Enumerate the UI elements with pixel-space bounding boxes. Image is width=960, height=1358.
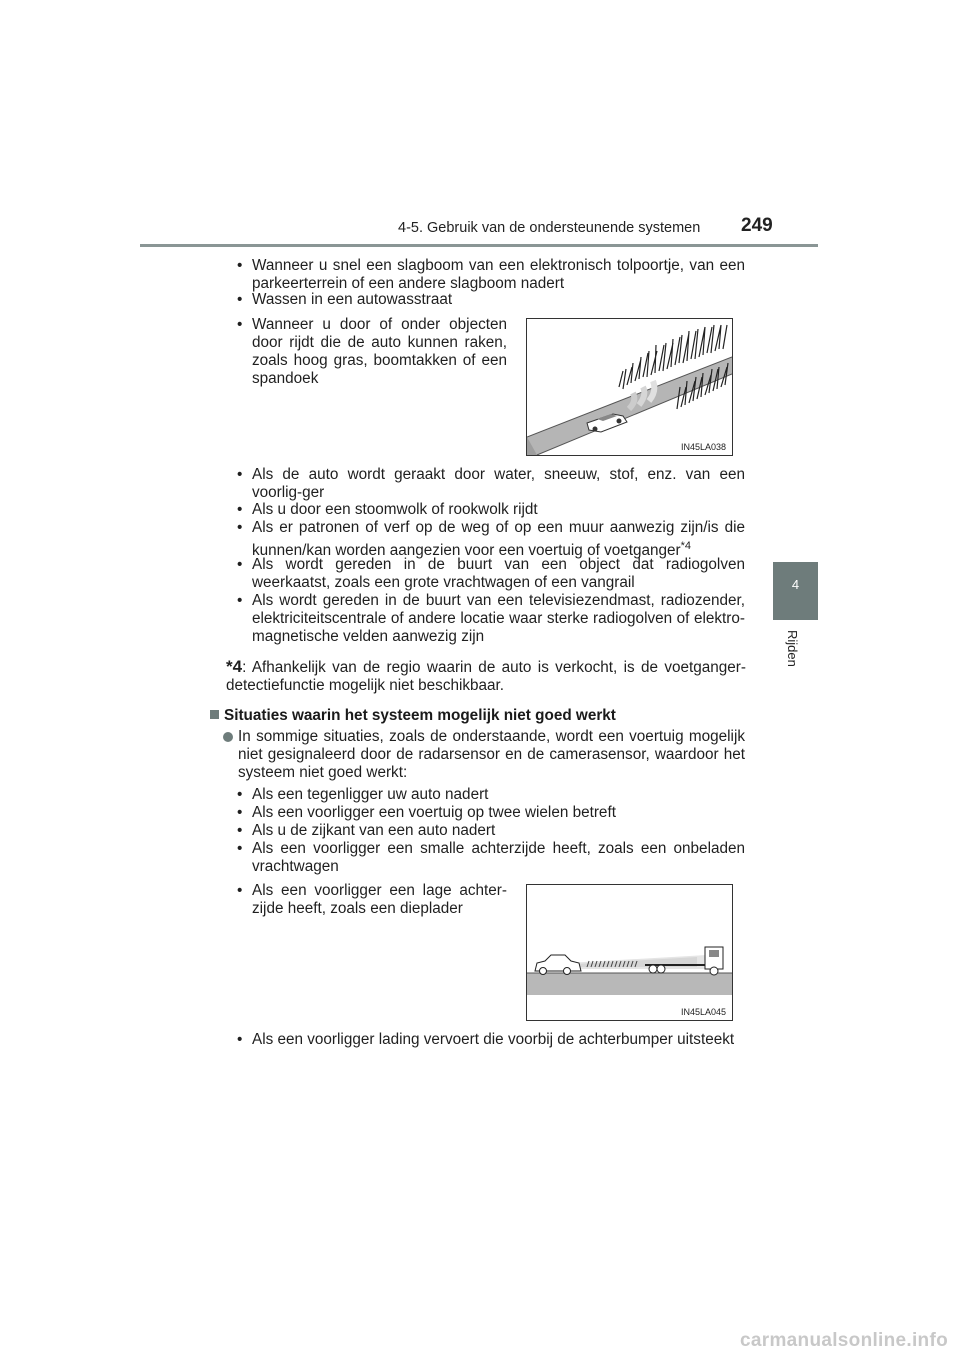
bullet-dot: • (237, 257, 243, 274)
list-item (237, 840, 745, 876)
list-item-text: Als een voorligger een smalle achterzijde heeft, zoals een onbeladen vrachtwagen (252, 840, 745, 875)
bullet-dot: • (237, 556, 243, 573)
footnote-marker: *4 (226, 657, 243, 676)
bullet-dot: • (237, 291, 243, 308)
bullet-dot: • (237, 501, 243, 518)
list-item-text: Als de auto wordt geraakt door water, sneeuw, stof, enz. van een voorlig-ger (252, 466, 745, 501)
bullet-dot: • (237, 786, 243, 803)
header-rule (140, 244, 818, 247)
bullet-dot: • (237, 882, 243, 899)
footnote-text: : Afhankelijk van de regio waarin de auto is verkocht, is de voetganger-detectiefunctie mogelijk niet beschikbaar. (226, 659, 746, 694)
figure-car-trailer (526, 884, 733, 1021)
list-item-text: Als een voorligger een voertuig op twee wielen betreft (252, 804, 616, 821)
list-item-text: Als u door een stoomwolk of rookwolk rijdt (252, 501, 538, 518)
footnote-ref: *4 (680, 540, 692, 552)
bullet-dot: • (237, 822, 243, 839)
section-intro (238, 728, 745, 782)
list-item (237, 257, 745, 293)
section-title: 4-5. Gebruik van de ondersteunende systemen (398, 220, 701, 236)
chapter-label: Rijden (785, 630, 800, 667)
figure-code: IN45LA038 (680, 442, 726, 452)
list-item-text: Als wordt gereden in de buurt van een object dat radiogolven weerkaatst, zoals een grote vrachtwagen of een vangrail (252, 556, 745, 591)
list-item-text: Als er patronen of verf op de weg of op een muur aanwezig zijn/is die kunnen/kan worden aangezien voor een voertuig of voetganger (252, 519, 745, 560)
bullet-dot: • (237, 592, 243, 609)
bullet-dot: • (237, 519, 243, 536)
circle-bullet-icon (223, 732, 233, 742)
bullet-dot: • (237, 316, 243, 333)
footnote (226, 658, 746, 695)
list-item-text: Wanneer u snel een slagboom van een elektronisch tolpoortje, van een parkeerterrein of een andere slagboom nadert (252, 257, 745, 292)
list-item (237, 1031, 745, 1049)
bullet-dot: • (237, 804, 243, 821)
list-item (237, 519, 745, 560)
list-item (237, 501, 745, 519)
list-item (237, 316, 507, 388)
section-heading-text: Situaties waarin het systeem mogelijk niet goed werkt (224, 707, 616, 724)
list-item (237, 291, 745, 309)
list-item-text: Als een voorligger een lage achter-zijde heeft, zoals een dieplader (252, 882, 507, 917)
list-item-text: Wanneer u door of onder objecten door rijdt die de auto kunnen raken, zoals hoog gras, boomtakken of een spandoek (252, 316, 507, 387)
list-item-text: Als wordt gereden in de buurt van een televisiezendmast, radiozender, elektriciteitscentrale of andere locatie waar sterke radiogolven of elektro-magnetische velden aanwezig zijn (252, 592, 745, 645)
figure-code: IN45LA045 (680, 1007, 726, 1017)
bullet-dot: • (237, 466, 243, 483)
list-item (237, 786, 745, 804)
list-item (237, 882, 507, 918)
watermark: carmanualsonline.info (740, 1330, 948, 1351)
section-heading (210, 707, 750, 725)
list-item (237, 804, 745, 822)
square-bullet-icon (210, 710, 219, 719)
bullet-dot: • (237, 1031, 243, 1048)
list-item-text: Wassen in een autowasstraat (252, 291, 453, 308)
list-item-text: Als u de zijkant van een auto nadert (252, 822, 496, 839)
car-tall-grass-icon (527, 319, 732, 455)
list-item-text: Als een voorligger lading vervoert die voorbij de achterbumper uitsteekt (252, 1031, 735, 1048)
figure-car-grass (526, 318, 733, 456)
section-intro-text: In sommige situaties, zoals de onderstaande, wordt een voertuig mogelijk niet gesignaleerd door de radarsensor en de camerasensor, waardoor het systeem niet goed werkt: (238, 728, 745, 781)
list-item (237, 592, 745, 646)
list-item (237, 822, 745, 840)
chapter-tab[interactable] (773, 562, 818, 620)
bullet-dot: • (237, 840, 243, 857)
list-item-text: Als een tegenligger uw auto nadert (252, 786, 489, 803)
list-item (237, 556, 745, 592)
car-low-trailer-icon (527, 885, 732, 1020)
page-number: 249 (741, 215, 773, 236)
list-item (237, 466, 745, 502)
chapter-number: 4 (791, 577, 800, 592)
